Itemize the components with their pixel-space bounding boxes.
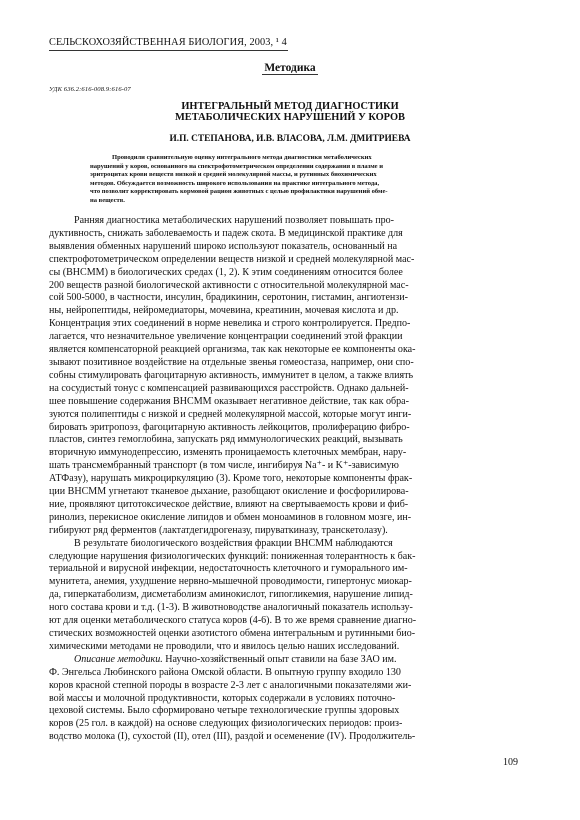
body-line: пластов, синтез гемоглобина, запускать ряд иммунологических реакций, вызывать [49,434,403,446]
body-line: стических возможностей оценки азотистого обмена интегральным и рутинными био- [49,628,416,639]
section-label-wrap [0,62,580,74]
body-line: ринолиз, перекисное окисление липидов и обмен моноаминов в головном мозге, ин- [49,511,412,523]
body-line: В результате биологического воздействия фракции ВНСММ наблюдаются [74,537,393,549]
body-line: вторичную иммунодепрессию, изменять проницаемость клеточных мембран, нару- [49,447,407,459]
body-line: дуктивность, снижать заболеваемость и падеж скота. В медицинской практике для [49,227,403,239]
body-line: коров (25 гол. в каждой) на основе следующих физиологических периодов: произ- [49,718,403,730]
body-line: химическими методами не проводили, что и явилось целью наших исследований. [49,640,400,652]
body-line: спектрофотометрическом определении веществ низкой и средней молекулярной мас- [49,253,415,265]
body-line [49,654,537,667]
body-line: коров красной степной породы в возрасте 2-3 лет с аналогичными показателями жи- [49,679,412,691]
body-line: ции ВНСММ угнетают тканевое дыхание, разобщают окисление и фосфорилирова- [49,486,409,498]
body-line: цеховой системы. Было сформировано четыре технологические группы здоровых [49,705,400,717]
abstract-line: Проводили сравнительную оценку интегрального метода диагностики метаболических [112,154,372,161]
abstract-line: что позволит корректировать кормовой рацион животных с целью профилактики нарушений обме- [90,188,388,196]
udk-code: УДК 636.2:616-008.9:616-07 [49,86,131,93]
body-line: зывают позитивное воздействие на отдельные звенья гомеостаза, например, они спо- [49,356,414,368]
body-line: 200 веществ разной биологической активности с относительной молекулярной мас- [49,279,409,291]
body-line: мунитета, анемия, ухудшение нервно-мышечной проводимости, гипертонус миокар- [49,576,412,588]
body-line: Ф. Энгельса Любинского района Омской области. В опытную группу входило 130 [49,666,401,678]
body-line: ют для оценки метаболического статуса коров (4-6). В то же время сравнение диагно- [49,615,417,627]
body-line: бировать эритропоэз, фагоцитарную активность лейкоцитов, пролиферацию фибро- [49,421,410,433]
body-line: гибируют ряд ферментов (лактатдегидрогеназу, пируваткиназу, транскетолазу). [49,524,388,536]
body-line: ны, нейропептиды, нейромедиаторы, мочевина, креатинин, мочевая кислота и др. [49,305,399,317]
body-line: лагается, что незначительное увеличение концентрации соединений этой фракции [49,331,403,343]
authors: И.П. СТЕПАНОВА, И.В. ВЛАСОВА, Л.М. ДМИТРИЕВА [169,134,411,144]
title-line: ИНТЕГРАЛЬНЫЙ МЕТОД ДИАГНОСТИКИ [181,101,399,112]
body-line: следующие нарушения физиологических функций: пониженная толерантность к бак- [49,550,416,562]
subsection-lead: Описание методики. [74,653,163,665]
body-line: водство молока (I), сухостой (II), отел (III), раздой и осеменение (IV). Продолжитель- [49,731,416,743]
title-line: МЕТАБОЛИЧЕСКИХ НАРУШЕНИЙ У КОРОВ [175,112,405,123]
body-line: АТФазу), нарушать микроциркуляцию (3). Кроме того, некоторые компоненты фрак- [49,473,413,485]
body-line: на сосудистый тонус с компенсацией развивающихся расстройств. Однако дальней- [49,382,409,394]
body-line: шать трансмембранный транспорт (в том числе, ингибируя Na⁺- и K⁺-зависимую [49,460,399,472]
abstract-line: нарушений у коров, основанного на спектрофотометрическом определении содержания в плазме и [90,162,383,170]
body-line-text: Научно-хозяйственный опыт ставили на базе ЗАО им. [165,653,397,665]
abstract-line: на веществ. [90,196,125,204]
body-line: является компенсаторной реакцией организма, так как некоторые ее компоненты ока- [49,344,416,356]
abstract-line: эритроцитах крови веществ низкой и средней молекулярной массы, и рутинных биохимических [90,171,377,179]
body-line: выявления обменных нарушений широко используют показатель, основанный на [49,240,398,252]
page-number: 109 [503,757,518,768]
body-line: сы (ВНСММ) в биологических средах (1, 2). К этим соединениям относится более [49,266,403,278]
body-line: сой 500-5000, в частности, инсулин, брадикинин, серотонин, гистамин, ангиотензи- [49,292,408,304]
body-line: териальной и вирусной инфекции, недостаточность клеточного и гуморального им- [49,563,408,575]
body-line: вой массы и молочной продуктивности, которых содержали в условиях поточно- [49,692,396,704]
body-line: ного состава крови и т.д. (1-3). В животноводстве аналогичный показатель использу- [49,602,413,614]
journal-header: СЕЛЬСКОХОЗЯЙСТВЕННАЯ БИОЛОГИЯ, 2003, ¹ 4 [49,37,287,48]
body-text [49,215,537,744]
section-label: Методика [264,62,316,74]
body-line: собны стимулировать фагоцитарную активность, иммунитет в целом, а также влиять [49,369,414,381]
body-line: да, гиперкатаболизм, дисметаболизм аминокислот, гипогликемия, нарушение липид- [49,589,413,601]
body-line: Ранняя диагностика метаболических нарушений позволяет повышать про- [74,215,394,226]
body-line: шее повышение содержания ВНСММ оказывает негативное действие, так как обра- [49,395,409,407]
abstract [90,154,496,205]
abstract-line: методов. Обсуждается возможность широкого использования на практике интегрального метода, [90,179,380,187]
body-line: зуются полипептиды с низкой и средней молекулярной массой, которые могут инги- [49,408,412,420]
body-line: Концентрация этих соединений в норме невелика и строго контролируется. Предпо- [49,318,411,330]
header-rule [49,50,288,51]
body-line: ние, проявляют цитотоксическое действие, влияют на свертываемость крови и фиб- [49,498,409,510]
article-title [0,101,580,123]
